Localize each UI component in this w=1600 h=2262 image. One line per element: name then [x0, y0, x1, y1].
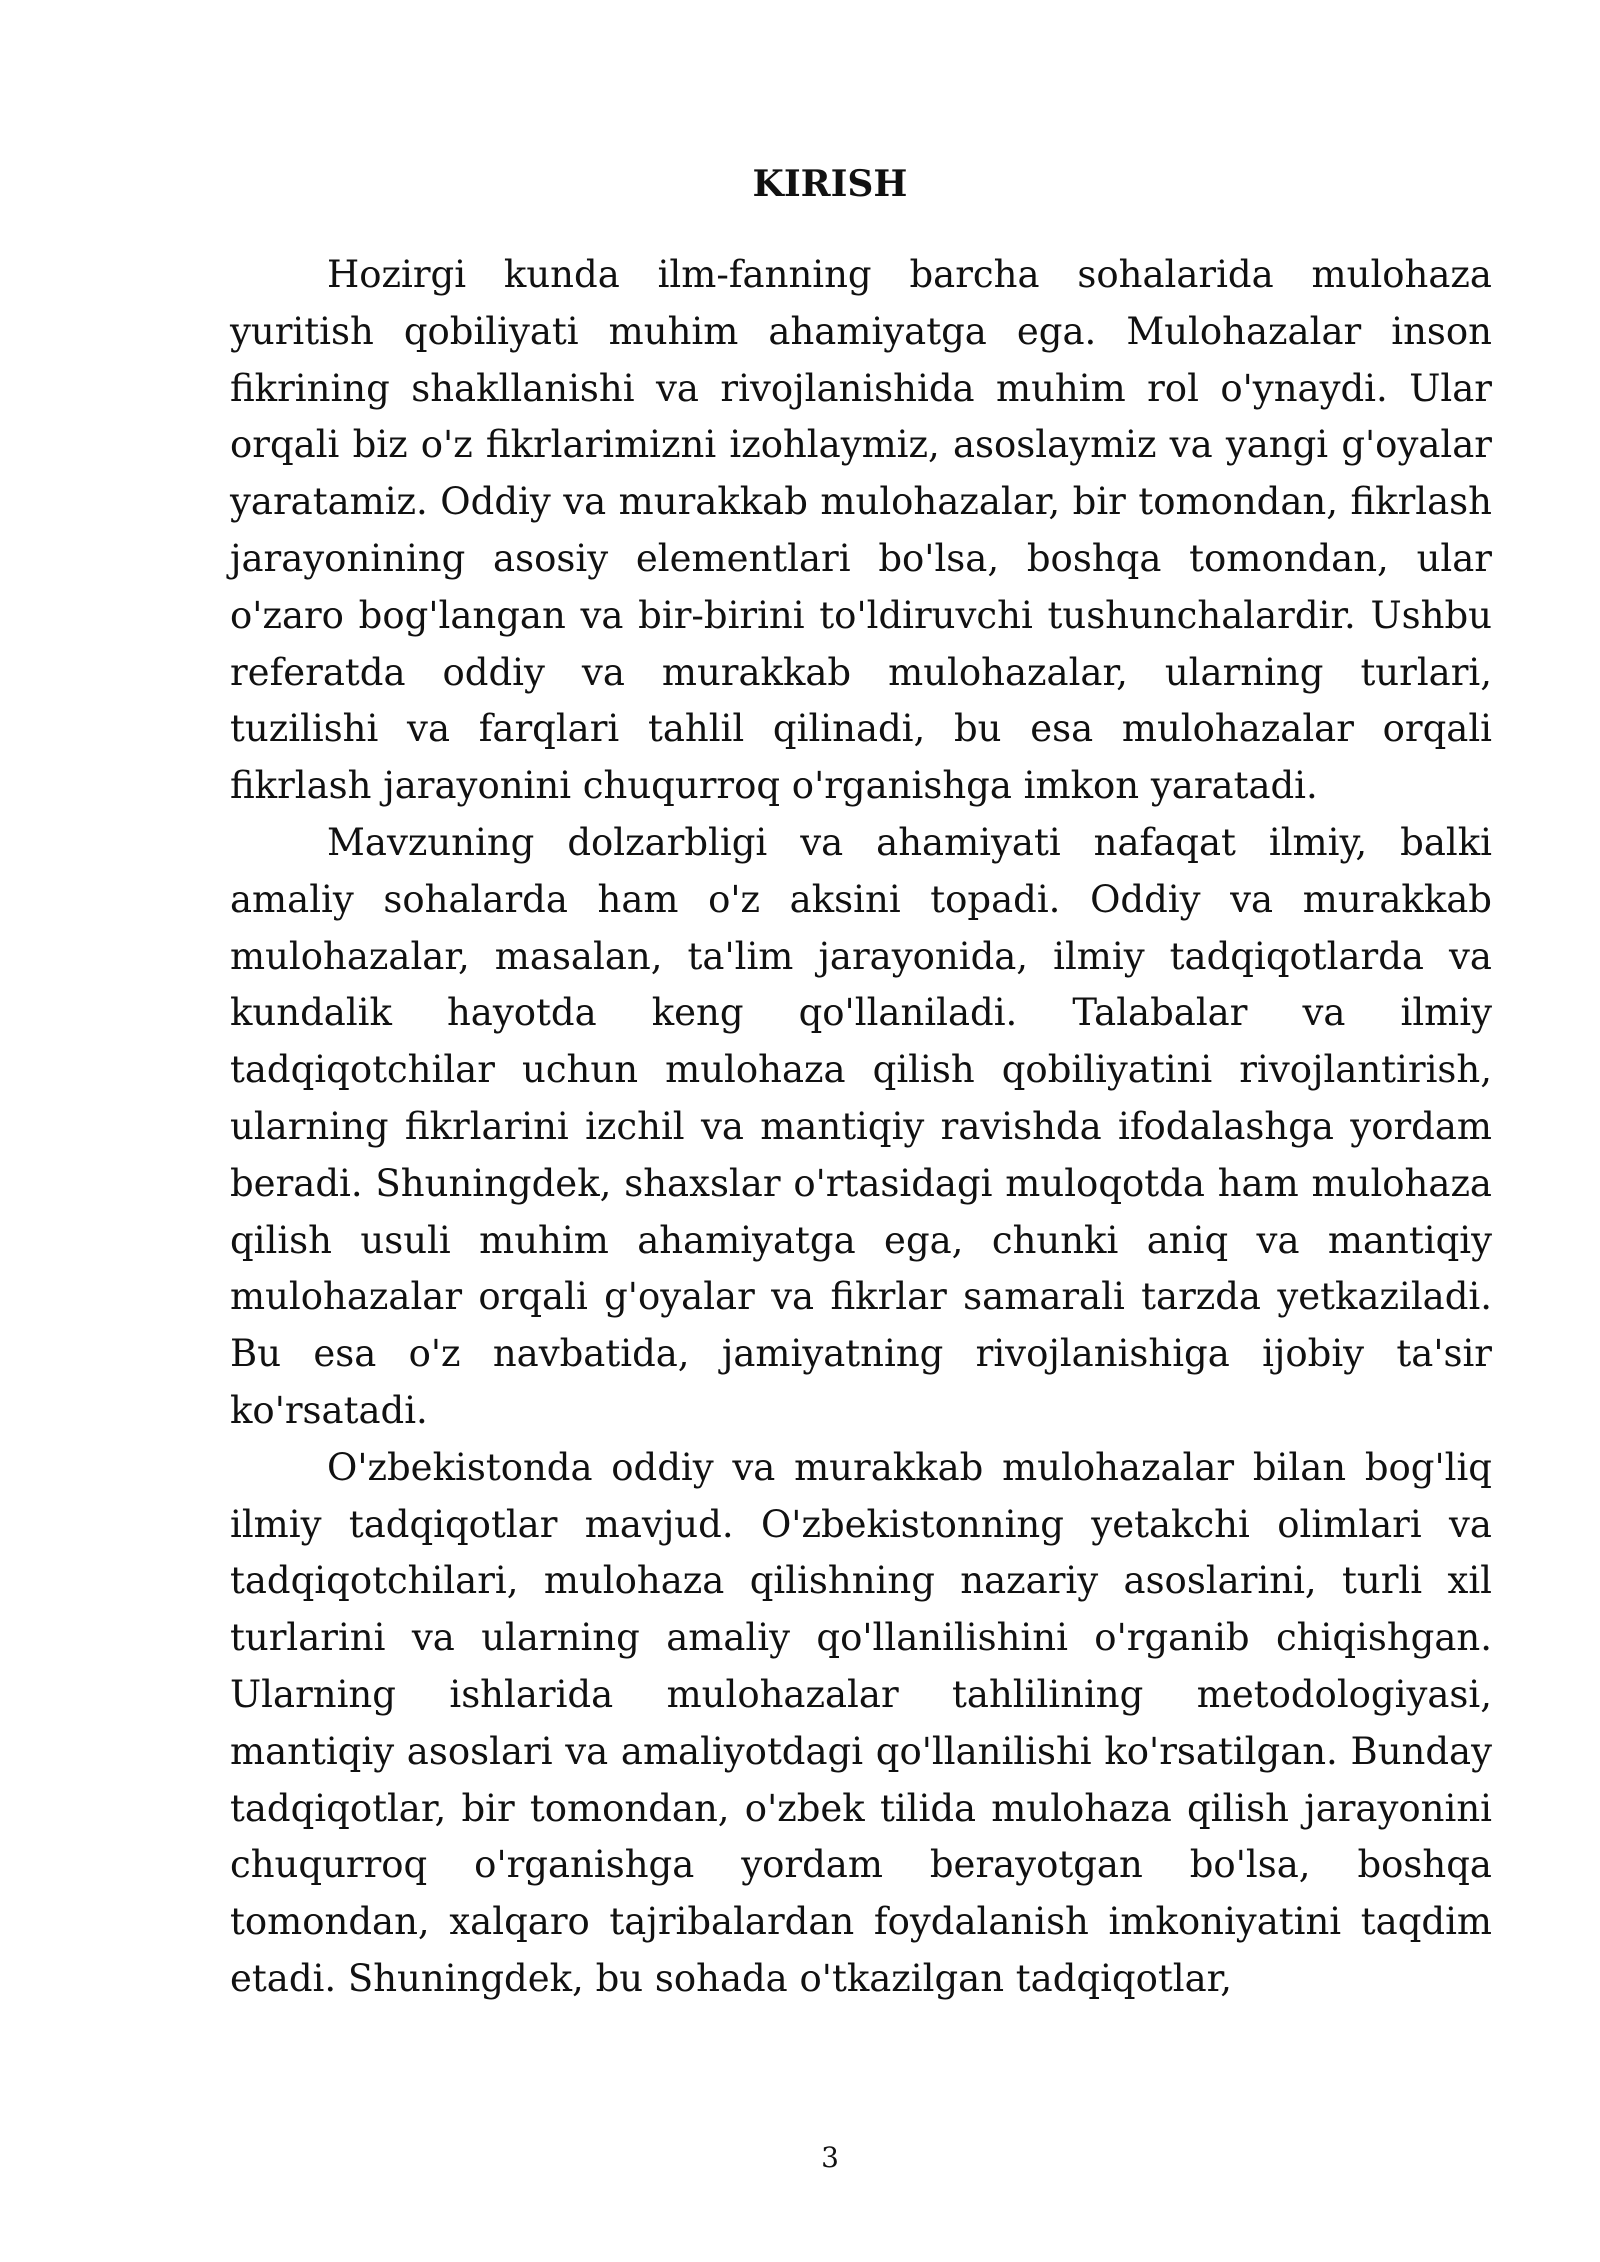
document-body [230, 247, 1492, 2008]
page-number: 3 [821, 2141, 839, 2174]
paragraph: Mavzuning dolzarbligi va ahamiyati nafaqat ilmiy, balki amaliy sohalarda ham o'z aksini topadi. Oddiy va murakkab mulohazalar, masalan, ta'lim jarayonida, ilmiy tadqiqotlarda va kundalik hayotda keng qo'llaniladi. Talabalar va ilmiy tadqiqotchilar uchun mulohaza qilish qobiliyatini rivojlantirish, ularning fikrlarini izchil va mantiqiy ravishda ifodalashga yordam beradi. Shuningdek, shaxslar o'rtasidagi muloqotda ham mulohaza qilish usuli muhim ahamiyatga ega, chunki aniq va mantiqiy mulohazalar orqali g'oyalar va fikrlar samarali tarzda yetkaziladi. Bu esa o'z navbatida, jamiyatning rivojlanishiga ijobiy ta'sir ko'rsatadi. [230, 820, 1492, 1432]
page-title: KIRISH [752, 163, 908, 205]
paragraph: O'zbekistonda oddiy va murakkab mulohazalar bilan bog'liq ilmiy tadqiqotlar mavjud. O'zbekistonning yetakchi olimlari va tadqiqotchilari, mulohaza qilishning nazariy asoslarini, turli xil turlarini va ularning amaliy qo'llanilishini o'rganib chiqishgan. Ularning ishlarida mulohazalar tahlilining metodologiyasi, mantiqiy asoslari va amaliyotdagi qo'llanilishi ko'rsatilgan. Bunday tadqiqotlar, bir tomondan, o'zbek tilida mulohaza qilish jarayonini chuqurroq o'rganishga yordam berayotgan bo'lsa, boshqa tomondan, xalqaro tajribalardan foydalanish imkoniyatini taqdim etadi. Shuningdek, bu sohada o'tkazilgan tadqiqotlar, [230, 1445, 1492, 2000]
paragraph: Hozirgi kunda ilm-fanning barcha sohalarida mulohaza yuritish qobiliyati muhim ahamiyatga ega. Mulohazalar inson fikrining shakllanishi va rivojlanishida muhim rol o'ynaydi. Ular orqali biz o'z fikrlarimizni izohlaymiz, asoslaymiz va yangi g'oyalar yaratamiz. Oddiy va murakkab mulohazalar, bir tomondan, fikrlash jarayonining asosiy elementlari bo'lsa, boshqa tomondan, ular o'zaro bog'langan va bir-birini to'ldiruvchi tushunchalardir. Ushbu referatda oddiy va murakkab mulohazalar, ularning turlari, tuzilishi va farqlari tahlil qilinadi, bu esa mulohazalar orqali fikrlash jarayonini chuqurroq o'rganishga imkon yaratadi. [230, 253, 1492, 808]
